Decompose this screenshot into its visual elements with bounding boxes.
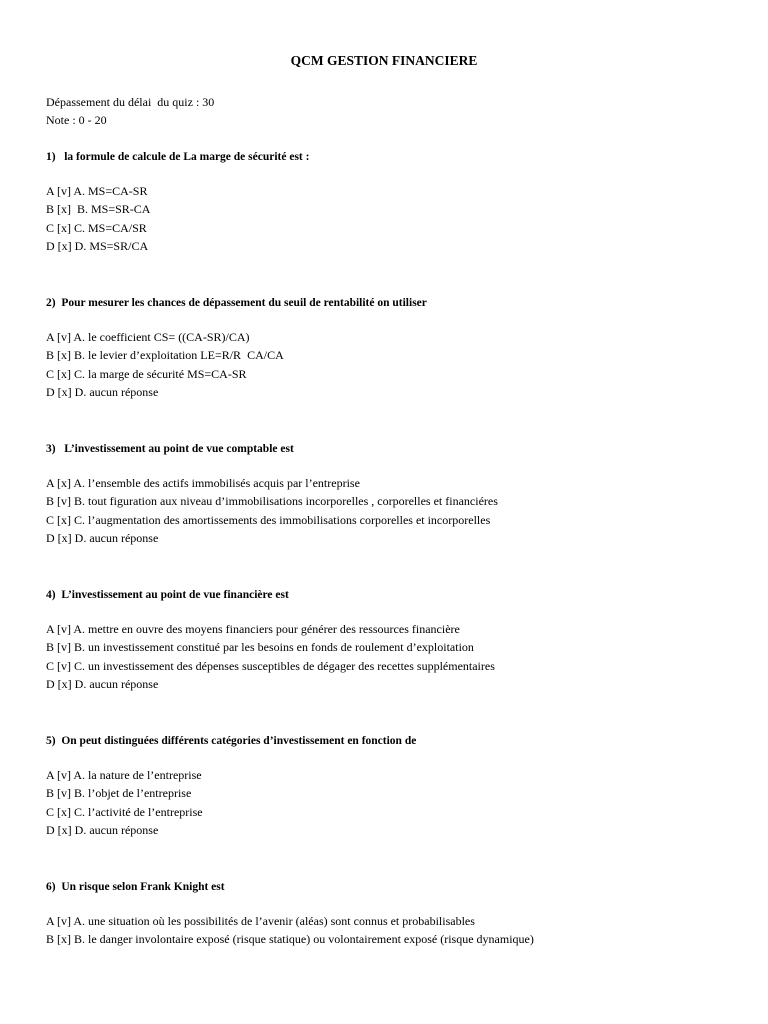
answer-option: A [x] A. l’ensemble des actifs immobilisés acquis par l’entreprise	[46, 476, 360, 490]
answer-option: C [x] C. la marge de sécurité MS=CA-SR	[46, 366, 247, 381]
document-title: QCM GESTION FINANCIERE	[290, 53, 478, 68]
answer-option: D [x] D. aucun réponse	[46, 822, 159, 837]
question-heading: 5) On peut distinguées différents catégories d’investissement en fonction de	[46, 735, 417, 747]
question-6	[46, 878, 736, 949]
question-2	[46, 294, 736, 401]
question-4	[46, 586, 736, 693]
question-1	[46, 148, 736, 255]
answer-option: A [v] A. le coefficient CS= ((CA-SR)/CA)	[46, 330, 250, 344]
answer-list	[46, 620, 736, 693]
answer-list	[46, 912, 736, 949]
answer-list	[46, 328, 736, 401]
answer-list	[46, 474, 736, 547]
question-3	[46, 440, 736, 547]
answer-option: B [x] B. le levier d’exploitation LE=R/R CA/CA	[46, 348, 284, 363]
answer-option: A [v] A. mettre en ouvre des moyens financiers pour générer des ressources financière	[46, 622, 460, 636]
question-heading: 4) L’investissement au point de vue financière est	[46, 589, 289, 601]
answer-option: B [x] B. MS=SR-CA	[46, 202, 151, 217]
answer-option: A [v] A. MS=CA-SR	[46, 184, 148, 198]
answer-list	[46, 766, 736, 839]
quiz-time-limit: Dépassement du délai du quiz : 30	[46, 95, 215, 109]
quiz-grade-range: Note : 0 - 20	[46, 113, 107, 128]
answer-option: A [v] A. la nature de l’entreprise	[46, 768, 202, 782]
answer-option: D [x] D. aucun réponse	[46, 384, 159, 399]
answer-option: D [x] D. aucun réponse	[46, 676, 159, 691]
question-heading: 3) L’investissement au point de vue comptable est	[46, 443, 294, 455]
quiz-info	[46, 93, 214, 130]
answer-option: B [v] B. un investissement constitué par les besoins en fonds de roulement d’exploitation	[46, 640, 474, 655]
answer-option: B [x] B. le danger involontaire exposé (risque statique) ou volontairement exposé (risque dynamique)	[46, 932, 534, 947]
question-5	[46, 732, 736, 839]
answer-option: B [v] B. l’objet de l’entreprise	[46, 786, 192, 801]
question-heading: 6) Un risque selon Frank Knight est	[46, 881, 225, 893]
answer-option: C [v] C. un investissement des dépenses susceptibles de dégager des recettes supplémentaires	[46, 658, 495, 673]
answer-option: C [x] C. l’activité de l’entreprise	[46, 804, 203, 819]
question-heading: 2) Pour mesurer les chances de dépassement du seuil de rentabilité on utiliser	[46, 297, 427, 309]
question-heading: 1) la formule de calcule de La marge de sécurité est :	[46, 151, 310, 163]
answer-list	[46, 182, 736, 255]
answer-option: C [x] C. l’augmentation des amortissements des immobilisations corporelles et incorporelles	[46, 512, 491, 527]
answer-option: A [v] A. une situation où les possibilités de l’avenir (aléas) sont connus et probabilisables	[46, 914, 475, 928]
answer-option: D [x] D. aucun réponse	[46, 530, 159, 545]
answer-option: C [x] C. MS=CA/SR	[46, 220, 147, 235]
answer-option: D [x] D. MS=SR/CA	[46, 238, 149, 253]
answer-option: B [v] B. tout figuration aux niveau d’immobilisations incorporelles , corporelles et financiéres	[46, 494, 498, 509]
